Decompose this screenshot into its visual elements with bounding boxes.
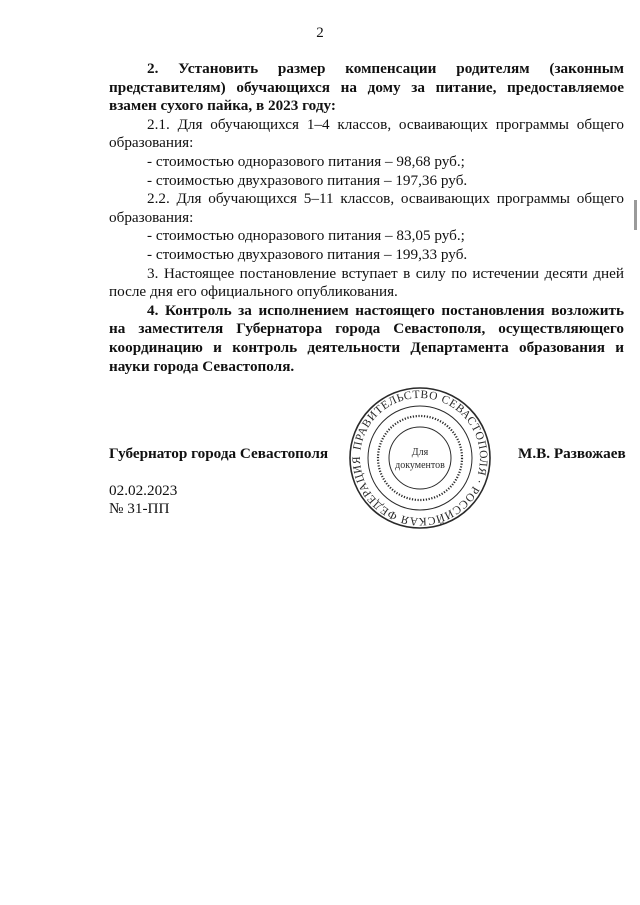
list-item-2-2-double-meal: - стоимостью двухразового питания – 199,33 руб. [147,245,468,263]
list-item-2-1-double-meal: - стоимостью двухразового питания – 197,36 руб. [147,171,468,189]
seal-center-line-1: Для [411,447,429,458]
signatory-name: М.В. Развожаев [518,445,626,462]
list-item-2-2-single-meal: - стоимостью одноразового питания – 83,05 руб.; [147,227,465,245]
paragraph-2: 2. Установить размер компенсации родителям (законным представителям) обучающихся на дому за питание, предоставляемое взамен сухого пайка, в 2023 году: [109,60,624,115]
signatory-position: Губернатор города Севастополя [109,445,329,462]
scan-edge-mark [634,200,637,230]
seal-center-line-2: документов [395,460,445,471]
paragraph-2-2: 2.2. Для обучающихся 5–11 классов, осваивающих программы общего образования: [109,190,624,226]
list-item-2-1-single-meal: - стоимостью одноразового питания – 98,68 руб.; [147,152,465,170]
seal-outer-text: ПРАВИТЕЛЬСТВО СЕВАСТОПОЛЯ · РОССИЙСКАЯ ФЕДЕРАЦИЯ [350,388,490,528]
paragraph-4: 4. Контроль за исполнением настоящего постановления возложить на заместителя Губернатора города Севастополя, осуществляющего координацию и контроль деятельности Департамента образования и науки города Севастополя. [109,301,624,375]
document-date: 02.02.2023 [109,482,178,499]
official-seal-stamp [348,386,492,530]
document-body [109,60,624,376]
page-number: 2 [316,25,324,41]
document-number: № 31-ПП [109,500,170,517]
paragraph-2-1: 2.1. Для обучающихся 1–4 классов, осваивающих программы общего образования: [109,115,624,152]
paragraph-3: 3. Настоящее постановление вступает в силу по истечении десяти дней после дня его официального опубликования. [109,264,624,301]
